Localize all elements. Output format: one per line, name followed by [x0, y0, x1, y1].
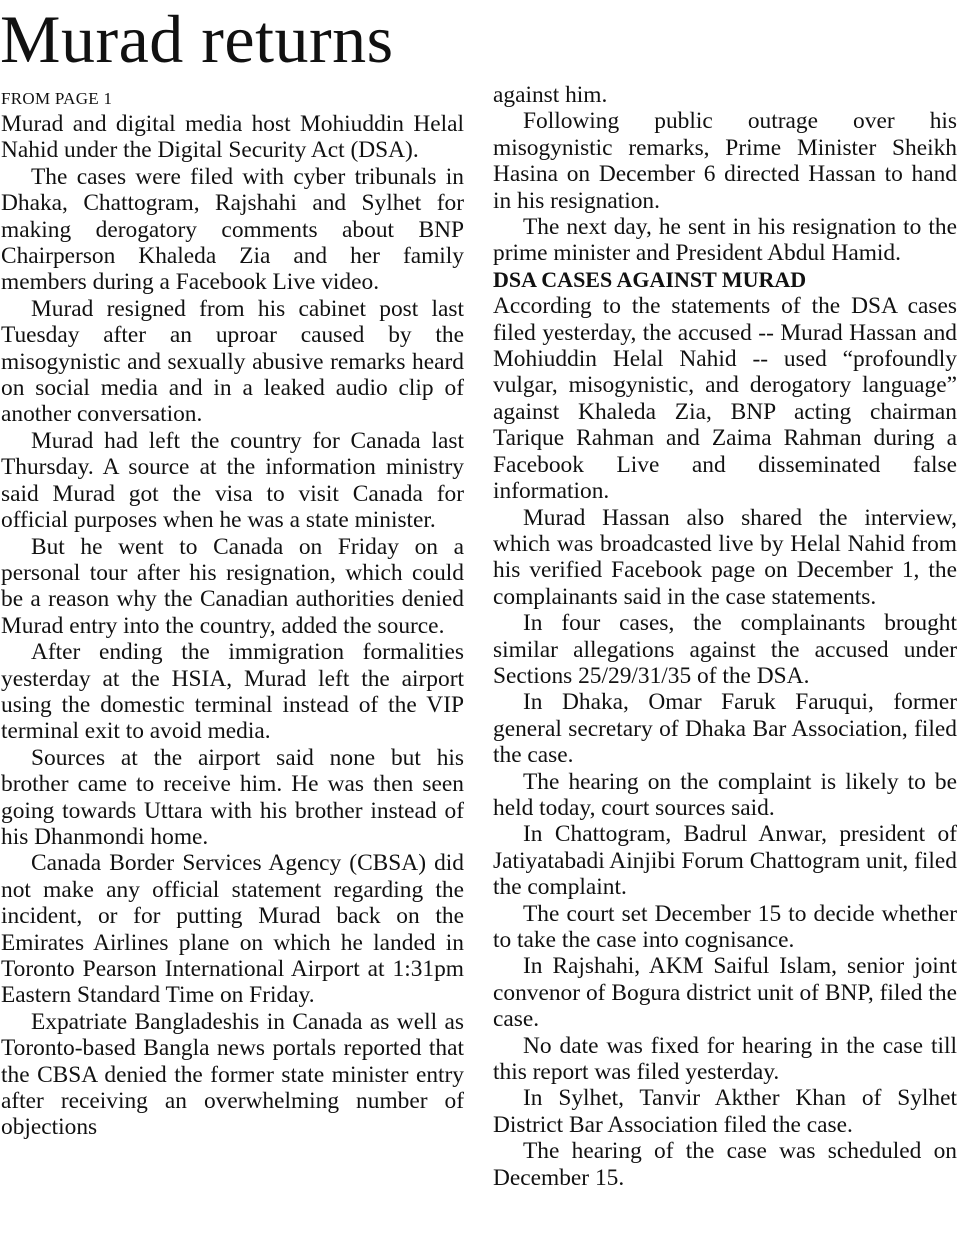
article-paragraph: The next day, he sent in his resignation to the prime minister and President Abdul Hamid.: [493, 214, 957, 267]
article-paragraph: In Sylhet, Tanvir Akther Khan of Sylhet District Bar Association filed the case.: [493, 1085, 957, 1138]
article-paragraph: In Rajshahi, AKM Saiful Islam, senior joint convenor of Bogura district unit of BNP, filed the case.: [493, 953, 957, 1033]
article-column-left: [1, 87, 464, 1250]
article-paragraph: Expatriate Bangladeshis in Canada as well as Toronto-based Bangla news portals reported that the CBSA denied the former state minister entry after receiving an overwhelming number of objections: [1, 1008, 464, 1141]
article-paragraph: Sources at the airport said none but his brother came to receive him. He was then seen going towards Uttara with his brother instead of his Dhanmondi home.: [1, 744, 464, 850]
article-paragraph: In Dhaka, Omar Faruk Faruqui, former general secretary of Dhaka Bar Association, filed the case.: [493, 689, 957, 769]
article-paragraph: But he went to Canada on Friday on a personal tour after his resignation, which could be a reason why the Canadian authorities denied Murad entry into the country, added the source.: [1, 533, 464, 639]
article-paragraph: The hearing on the complaint is likely to be held today, court sources said.: [493, 768, 957, 821]
article-paragraph: In four cases, the complainants brought similar allegations against the accused under Sections 25/29/31/35 of the DSA.: [493, 610, 957, 689]
article-paragraph: The hearing of the case was scheduled on December 15.: [493, 1138, 957, 1191]
article-paragraph: Murad and digital media host Mohiuddin Helal Nahid under the Digital Security Act (DSA).: [1, 111, 464, 164]
article-paragraph: Murad resigned from his cabinet post last Tuesday after an uproar caused by the misogynistic and sexually abusive remarks heard on social media and in a leaked audio clip of another conversation.: [1, 295, 464, 428]
article-paragraph: No date was fixed for hearing in the case till this report was filed yesterday.: [493, 1032, 957, 1086]
article-paragraph: After ending the immigration formalities yesterday at the HSIA, Murad left the airport using the domestic terminal instead of the VIP terminal exit to avoid media.: [1, 639, 464, 745]
continuation-kicker: FROM PAGE 1: [1, 89, 113, 108]
article-paragraph: Murad had left the country for Canada last Thursday. A source at the information ministry said Murad got the visa to visit Canada for official purposes when he was a state minister.: [1, 427, 464, 534]
article-paragraph: The court set December 15 to decide whether to take the case into cognisance.: [493, 900, 957, 953]
right-column-body: [493, 82, 957, 1191]
article-column-right: [493, 82, 957, 1250]
article-paragraph: The cases were filed with cyber tribunals in Dhaka, Chattogram, Rajshahi and Sylhet for making derogatory comments about BNP Chairperson Khaleda Zia and her family members during a Facebook Live video.: [1, 163, 464, 296]
article-paragraph: In Chattogram, Badrul Anwar, president of Jatiyatabadi Ainjibi Forum Chattogram unit, filed the complaint.: [493, 821, 957, 901]
left-column-body: [1, 111, 464, 1141]
article-paragraph: Canada Border Services Agency (CBSA) did not make any official statement regarding the incident, or for putting Murad back on the Emirates Airlines plane on which he landed in Toronto Pearson International Airport at 1:31pm Eastern Standard Time on Friday.: [1, 850, 464, 1009]
article-paragraph: Following public outrage over his misogynistic remarks, Prime Minister Sheikh Hasina on December 6 directed Hassan to hand in his resignation.: [493, 108, 957, 214]
section-subhead: DSA CASES AGAINST MURAD: [493, 266, 807, 292]
article-paragraph: against him.: [493, 82, 608, 108]
article-paragraph: Murad Hassan also shared the interview, which was broadcasted live by Helal Nahid from his verified Facebook page on December 1, the complainants said in the case statements.: [493, 504, 957, 610]
article-paragraph: According to the statements of the DSA cases filed yesterday, the accused -- Murad Hassan and Mohiuddin Helal Nahid -- used “profoundly vulgar, misogynistic, and derogatory language” against Khaleda Zia, BNP acting chairman Tarique Rahman and Zaima Rahman during a Facebook Live and disseminated false information.: [493, 293, 957, 505]
article-headline: Murad returns: [0, 1, 394, 77]
